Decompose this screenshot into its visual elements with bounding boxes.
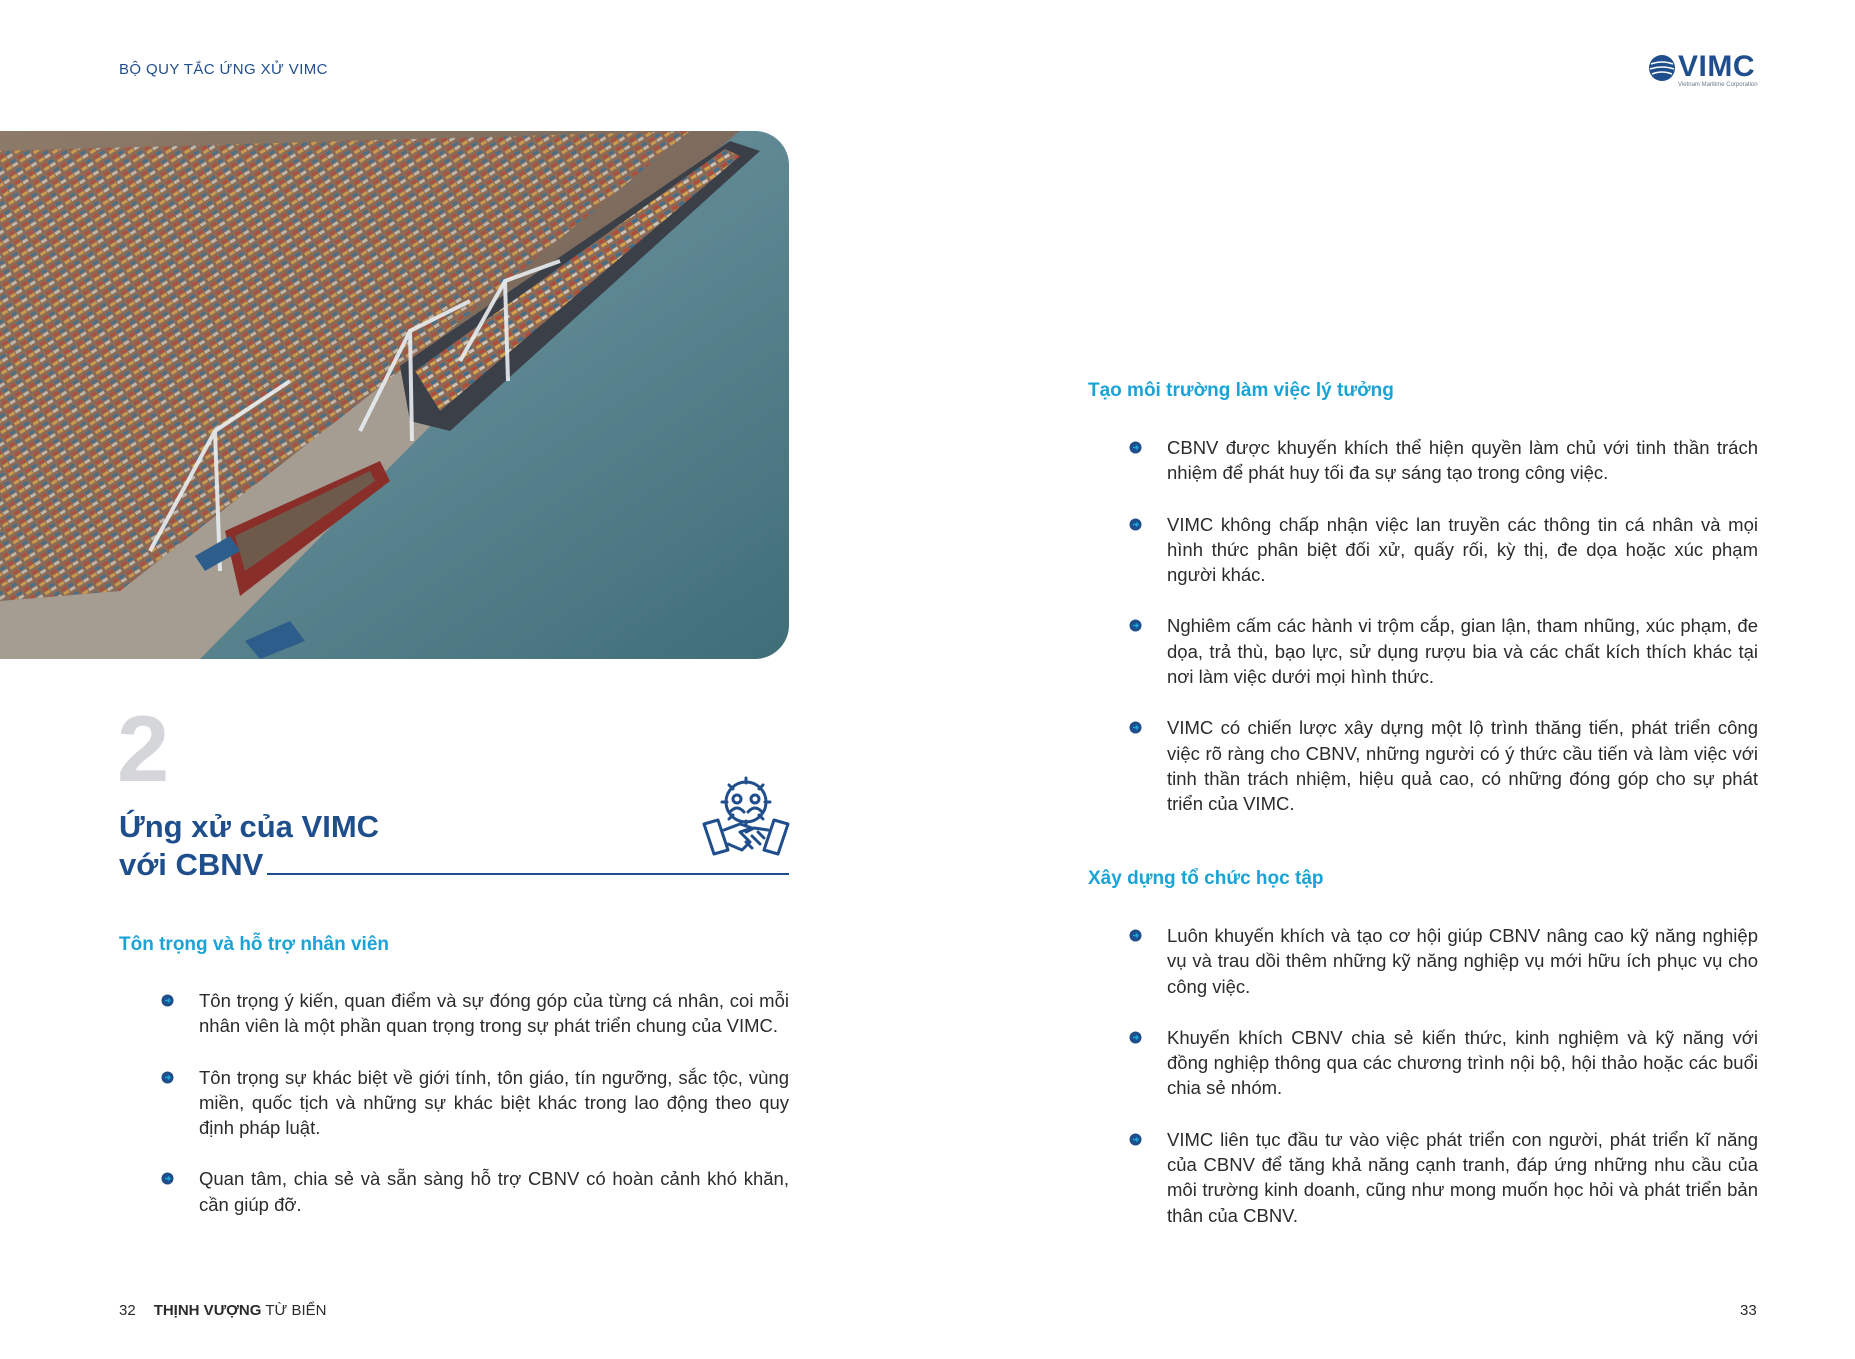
left-bullet-list xyxy=(160,988,789,1243)
list-item xyxy=(1128,1025,1758,1101)
list-item-text: Tôn trọng sự khác biệt về giới tính, tôn giáo, tín ngưỡng, sắc tộc, vùng miền, quốc tịch và những sự khác biệt khác trong lao động theo quy định pháp luật. xyxy=(199,1066,789,1139)
bullet-icon xyxy=(161,994,174,1007)
vimc-logo xyxy=(1648,52,1760,92)
list-item-text: VIMC không chấp nhận việc lan truyền các thông tin cá nhân và mọi hình thức phân biệt đối xử, quấy rối, kỳ thị, đe dọa hoặc xúc phạm người khác. xyxy=(1167,513,1758,586)
list-item-text: Luôn khuyến khích và tạo cơ hội giúp CBNV nâng cao kỹ năng nghiệp vụ và trau dồi thêm những kỹ năng nghiệp vụ mới hữu ích phục vụ cho công việc. xyxy=(1167,925,1758,997)
footer-left xyxy=(119,1302,326,1319)
section-title-line-2: với CBNV xyxy=(119,847,264,882)
port-photo xyxy=(0,131,789,659)
list-item-text: VIMC có chiến lược xây dựng một lộ trình thăng tiến, phát triển công việc rõ ràng cho CBNV, những người có ý thức cầu tiến và làm việc với tinh thần trách nhiệm, hiệu quả cao, có những đóng góp cho sự phát triển của VIMC. xyxy=(1167,717,1758,815)
bullet-icon xyxy=(161,1071,174,1084)
bullet-icon xyxy=(1129,518,1142,531)
bullet-icon xyxy=(1129,1133,1142,1146)
list-item xyxy=(1128,1127,1758,1228)
document-header-title: BỘ QUY TẮC ỨNG XỬ VIMC xyxy=(119,61,328,78)
bullet-icon xyxy=(1129,619,1142,632)
handshake-team-gear-icon xyxy=(700,772,792,864)
list-item xyxy=(1128,923,1758,999)
list-item xyxy=(1128,435,1758,486)
bullet-icon xyxy=(1129,721,1142,734)
list-item-text: Quan tâm, chia sẻ và sẵn sàng hỗ trợ CBNV có hoàn cảnh khó khăn, cần giúp đỡ. xyxy=(199,1168,789,1215)
list-item-text: Nghiêm cấm các hành vi trộm cắp, gian lận, tham nhũng, xúc phạm, đe dọa, trả thù, bạo lực, sử dụng rượu bia và các chất kích thích khác tại nơi làm việc dưới mọi hình thức. xyxy=(1167,615,1758,688)
logo-wordmark: VIMC xyxy=(1678,50,1755,83)
title-divider xyxy=(267,873,789,875)
bullet-icon xyxy=(161,1172,174,1185)
list-item-text: Tôn trọng ý kiến, quan điểm và sự đóng góp của từng cá nhân, coi mỗi nhân viên là một phần quan trọng trong sự phát triển chung của VIMC. xyxy=(199,990,789,1037)
bullet-icon xyxy=(1129,929,1142,942)
page-number-left: 32 xyxy=(119,1302,136,1319)
page-number-right: 33 xyxy=(1740,1302,1757,1319)
right-heading-2: Xây dựng tổ chức học tập xyxy=(1088,868,1324,889)
footer-brand-rest: TỪ BIỂN xyxy=(261,1302,327,1319)
list-item xyxy=(160,1166,789,1217)
right-heading-1: Tạo môi trường làm việc lý tưởng xyxy=(1088,380,1394,401)
container-port-aerial-image xyxy=(0,131,789,659)
footer-brand-bold: THỊNH VƯỢNG xyxy=(153,1302,262,1319)
list-item xyxy=(1128,715,1758,816)
list-item xyxy=(1128,512,1758,588)
list-item-text: VIMC liên tục đầu tư vào việc phát triển con người, phát triển kĩ năng của CBNV để tăng khả năng cạnh tranh, đáp ứng những nhu cầu của môi trường kinh doanh, cũng như mong muốn học hỏi và phát triển bản thân của CBNV. xyxy=(1167,1128,1758,1226)
globe-icon xyxy=(1648,54,1676,82)
right-bullet-list-2 xyxy=(1128,923,1758,1254)
list-item xyxy=(160,1065,789,1141)
logo-subtext: Vietnam Maritime Corporation xyxy=(1678,82,1758,88)
left-heading: Tôn trọng và hỗ trợ nhân viên xyxy=(119,934,390,955)
list-item-text: CBNV được khuyến khích thể hiện quyền làm chủ với tinh thần trách nhiệm để phát huy tối đa sự sáng tạo trong công việc. xyxy=(1167,437,1758,484)
section-title-line-1: Ứng xử của VIMC xyxy=(119,809,380,844)
bullet-icon xyxy=(1129,1031,1142,1044)
right-bullet-list-1 xyxy=(1128,435,1758,843)
bullet-icon xyxy=(1129,441,1142,454)
list-item xyxy=(1128,613,1758,689)
section-number: 2 xyxy=(117,696,170,801)
list-item-text: Khuyến khích CBNV chia sẻ kiến thức, kinh nghiệm và kỹ năng với đồng nghiệp thông qua các chương trình nội bộ, hội thảo hoặc các buổi chia sẻ nhóm. xyxy=(1167,1026,1758,1099)
list-item xyxy=(160,988,789,1039)
